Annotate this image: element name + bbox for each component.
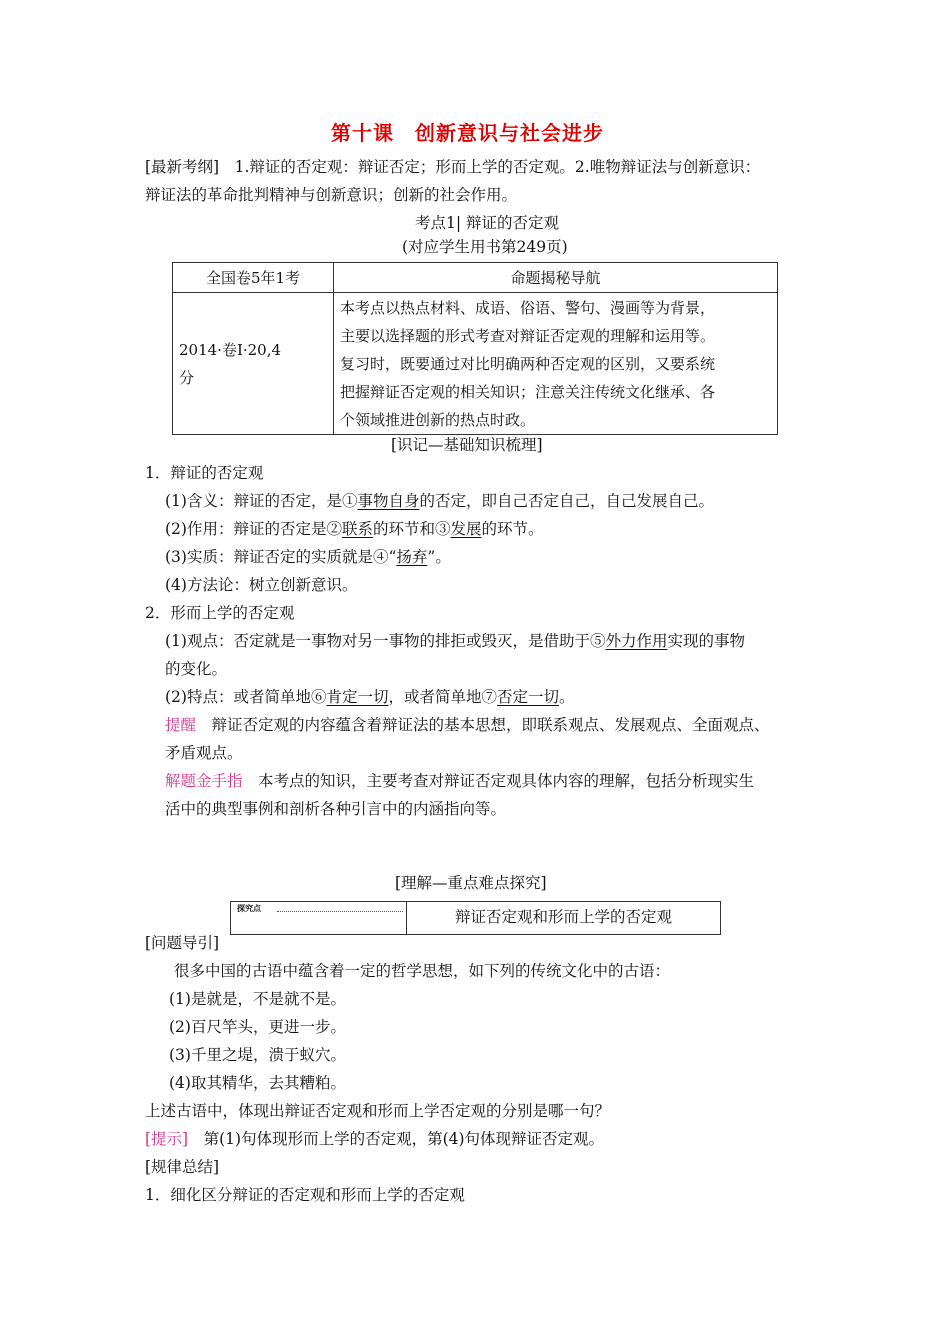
wenti-item: (4)取其精华，去其糟粕。 xyxy=(169,1074,346,1092)
blank-answer-1: 事物自身 xyxy=(357,492,420,510)
kaodian-ref: (对应学生用书第249页) xyxy=(402,238,568,256)
wenti-item: (3)千里之堤，溃于蚁穴。 xyxy=(169,1046,346,1064)
tip-line-1: 提醒 辩证否定观的内容蕴含着辩证法的基本思想，即联系观点、发展观点、全面观点、 xyxy=(165,716,770,734)
outline-line-1 xyxy=(145,156,760,178)
s1-line-4: (4)方法论：树立创新意识。 xyxy=(165,576,358,594)
blank-answer-3: 发展 xyxy=(450,520,482,538)
tanjiu-tag: 探究点 xyxy=(237,903,261,913)
nav-line: 主要以选择题的形式考查对辩证否定观的理解和运用等。 xyxy=(340,326,716,345)
table-header-nav: 命题揭秘导航 xyxy=(334,263,778,293)
jieti-label: 解题金手指 xyxy=(165,772,243,790)
s2-heading: 2．形而上学的否定观 xyxy=(145,604,295,622)
blank-answer-7: 否定一切 xyxy=(497,688,560,706)
tanjiu-title: 辩证否定观和形而上学的否定观 xyxy=(454,908,672,926)
exam-line-1: 2014·卷Ⅰ·20,4 xyxy=(179,340,282,359)
outline-label: [最新考纲] xyxy=(145,158,220,176)
nav-line: 复习时，既要通过对比明确两种否定观的区别，又要系统 xyxy=(340,354,716,373)
tanjiu-title-box xyxy=(406,901,721,935)
s2-line-1-cont: 的变化。 xyxy=(165,660,228,678)
wenti-item: (1)是就是，不是就不是。 xyxy=(169,990,346,1008)
section-label-shiji: [识记—基础知识梳理] xyxy=(391,436,543,454)
wenti-question: 上述古语中，体现出辩证否定观和形而上学否定观的分别是哪一句？ xyxy=(145,1102,611,1120)
s1-line-3: (3)实质：辩证否定的实质就是④“扬弃”。 xyxy=(165,548,451,566)
blank-answer-5: 外力作用 xyxy=(605,632,668,650)
table-cell-exam xyxy=(173,293,334,435)
outline-text-1: 1.辩证的否定观：辩证否定；形而上学的否定观。2.唯物辩证法与创新意识： xyxy=(234,158,761,176)
section-label-lijie: [理解—重点难点探究] xyxy=(395,874,547,892)
tag-divider xyxy=(277,911,403,912)
kaodian-heading: 考点1| 辩证的否定观 xyxy=(415,214,560,232)
blank-answer-2: 联系 xyxy=(341,520,373,538)
exam-line-2: 分 xyxy=(179,368,195,387)
tanjiu-tag-box xyxy=(230,901,407,935)
nav-line: 本考点以热点材料、成语、俗语、警句、漫画等为背景， xyxy=(340,298,716,317)
hint-line: [提示] 第(1)句体现形而上学的否定观，第(4)句体现辩证否定观。 xyxy=(145,1130,605,1148)
nav-line: 把握辩证否定观的相关知识；注意关注传统文化继承、各 xyxy=(340,382,716,401)
wenti-intro: 很多中国的古语中蕴含着一定的哲学思想，如下列的传统文化中的古语： xyxy=(174,962,671,980)
s1-line-1: (1)含义：辩证的否定，是①事物自身的否定，即自己否定自己，自己发展自己。 xyxy=(165,492,714,510)
table-header-exam: 全国卷5年1考 xyxy=(173,263,334,293)
s1-heading: 1．辩证的否定观 xyxy=(145,464,264,482)
blank-answer-6: 肯定一切 xyxy=(326,688,389,706)
outline-line-2: 辩证法的革命批判精神与创新意识；创新的社会作用。 xyxy=(145,186,518,204)
hint-label: [提示] xyxy=(145,1130,189,1148)
guilv-item-1: 1．细化区分辩证的否定观和形而上学的否定观 xyxy=(145,1186,465,1204)
s1-line-2: (2)作用：辩证的否定是②联系的环节和③发展的环节。 xyxy=(165,520,544,538)
jieti-line-1: 解题金手指 本考点的知识，主要考查对辩证否定观具体内容的理解，包括分析现实生 xyxy=(165,772,755,790)
guilv-label: [规律总结] xyxy=(145,1158,220,1176)
jieti-line-2: 活中的典型事例和剖析各种引言中的内涵指向等。 xyxy=(165,800,507,818)
wenti-item: (2)百尺竿头，更进一步。 xyxy=(169,1018,346,1036)
s2-line-1: (1)观点：否定就是一事物对另一事物的排拒或毁灭，是借助于⑤外力作用实现的事物 xyxy=(165,632,745,650)
nav-line: 个领域推进创新的热点时政。 xyxy=(340,410,536,429)
s2-line-2: (2)特点：或者简单地⑥肯定一切，或者简单地⑦否定一切。 xyxy=(165,688,575,706)
wenti-label: [问题导引] xyxy=(145,934,220,952)
exam-table xyxy=(172,262,778,435)
blank-answer-4: 扬弃 xyxy=(396,548,428,566)
tip-line-2: 矛盾观点。 xyxy=(165,744,243,762)
table-cell-nav xyxy=(334,293,778,435)
page-title: 第十课 创新意识与社会进步 xyxy=(331,121,604,145)
tip-label: 提醒 xyxy=(165,716,197,734)
